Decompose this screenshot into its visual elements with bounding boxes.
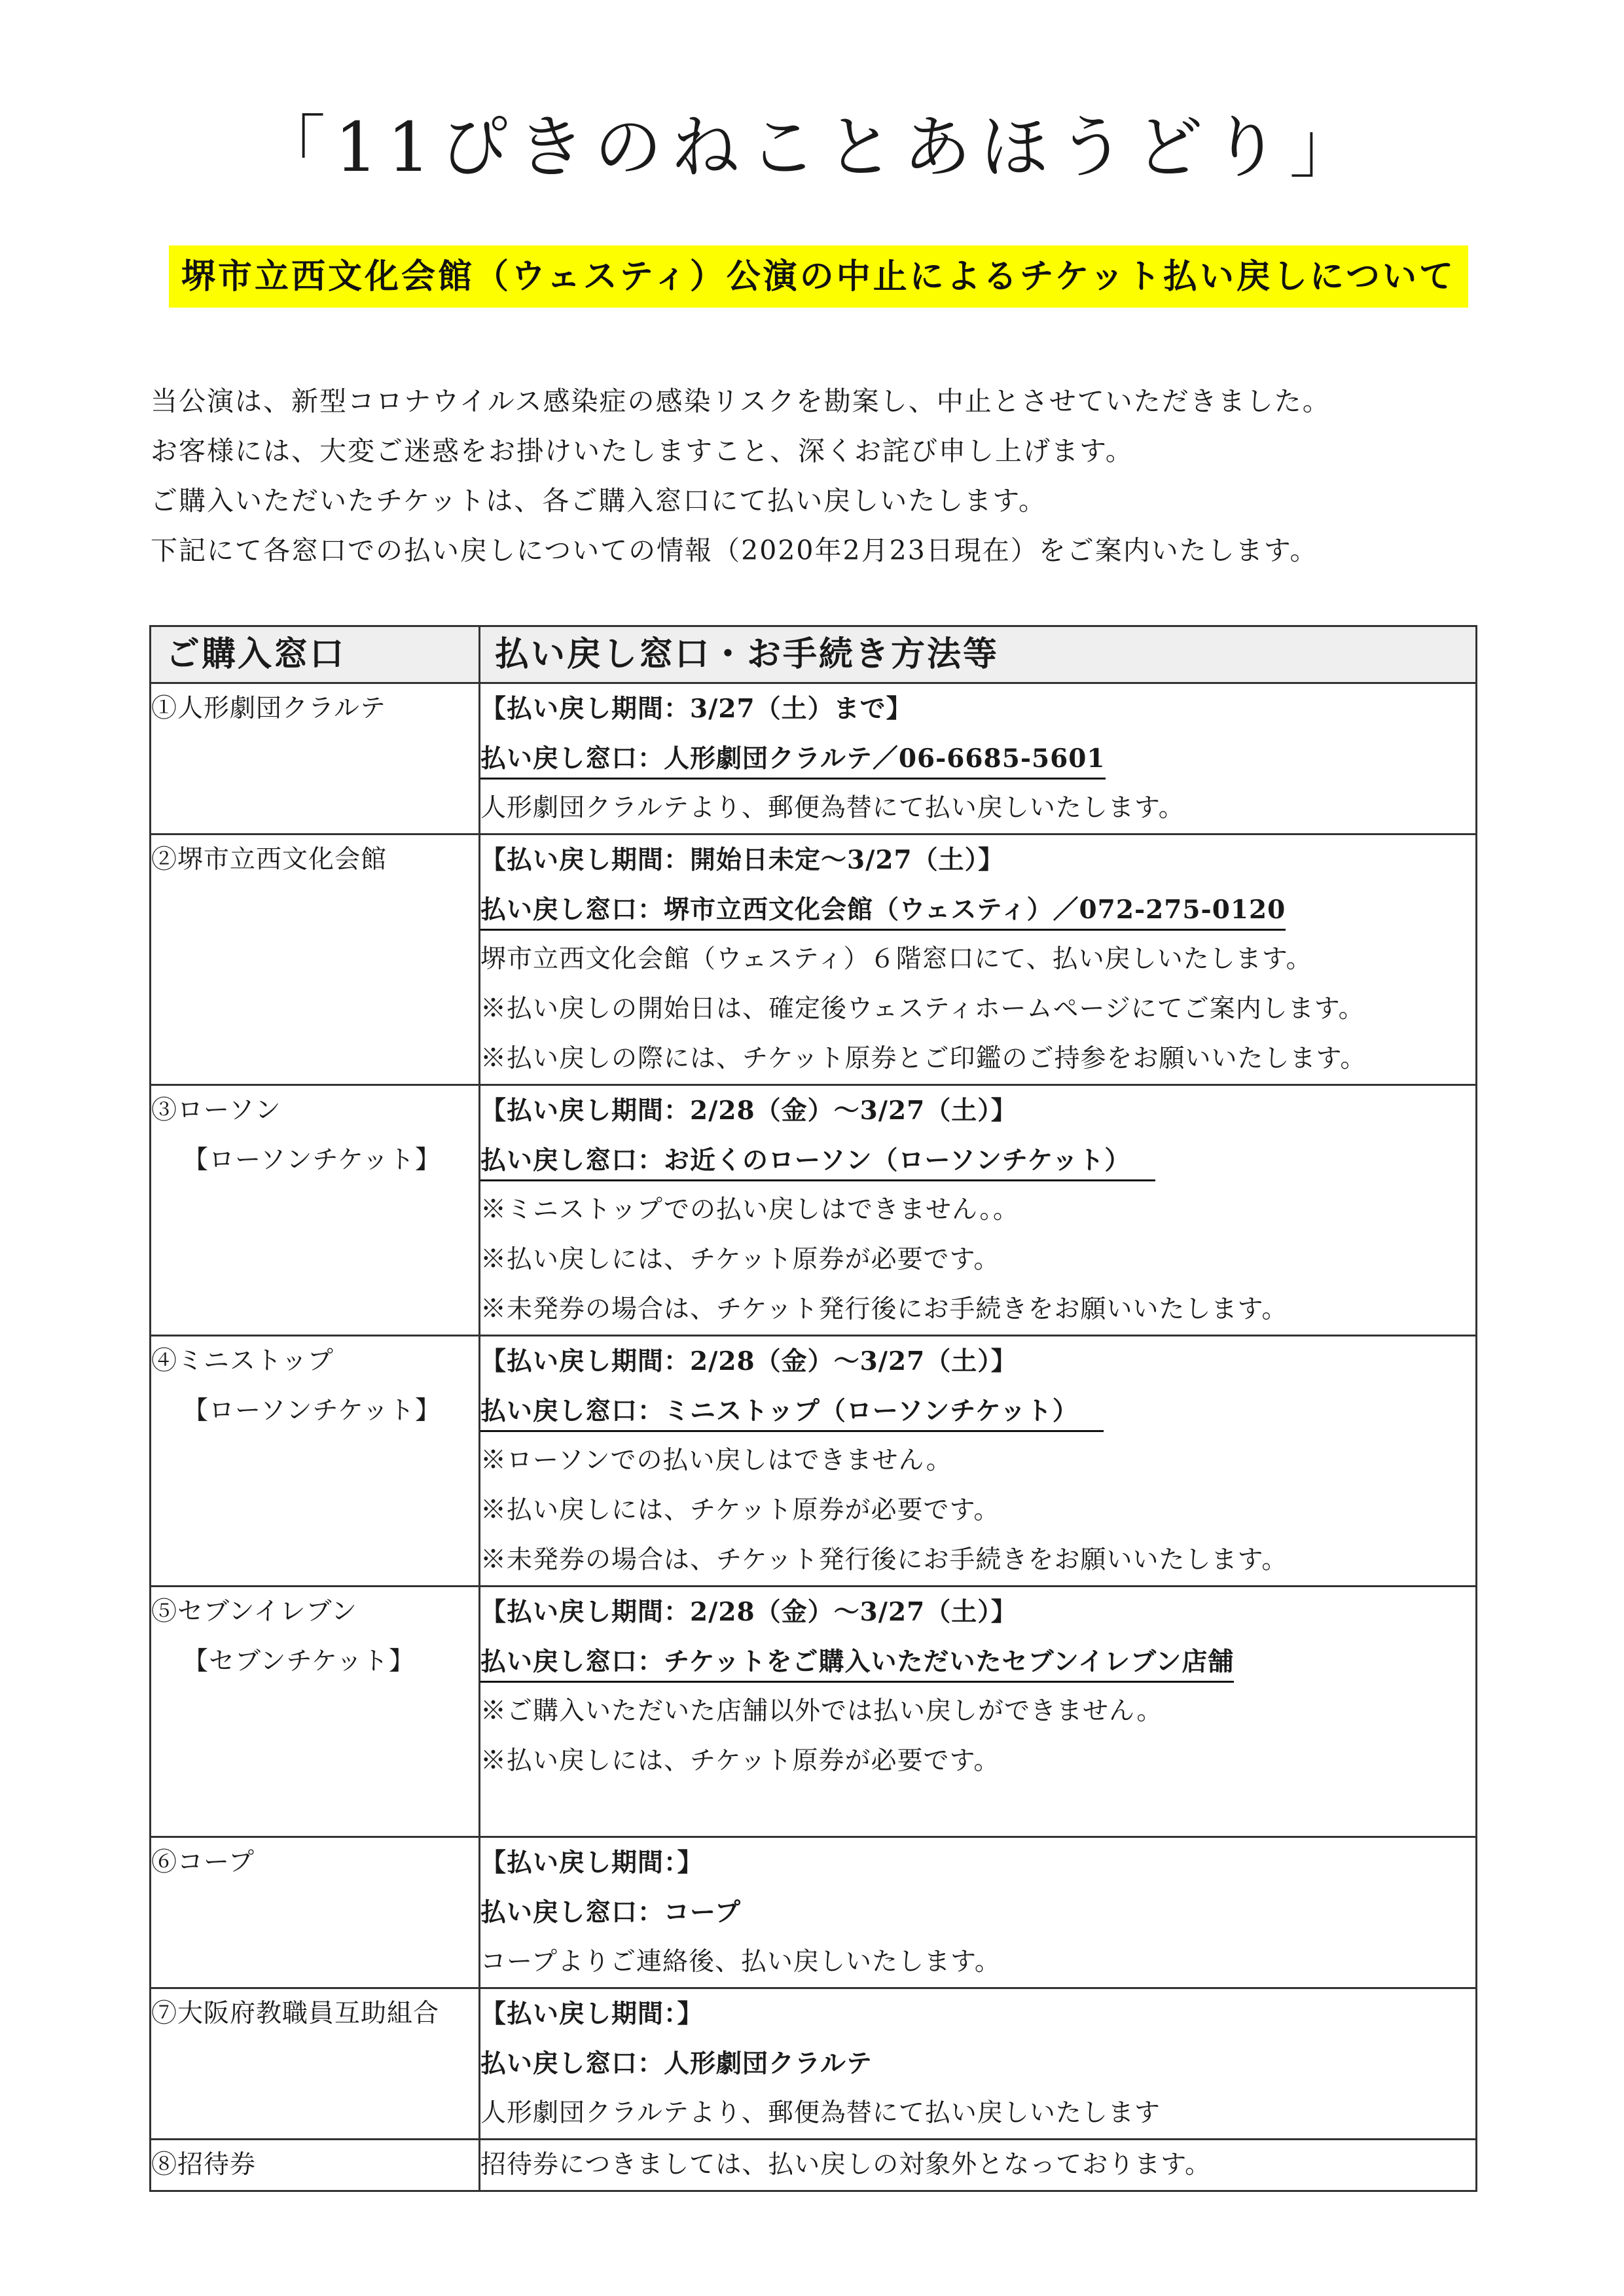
- subtitle-highlight: [169, 245, 1468, 308]
- vendor-cell: [151, 1587, 480, 1837]
- page-title: 「11ぴきのねことあほうどり」: [257, 107, 1367, 187]
- vendor-cell: [151, 1988, 480, 2140]
- refund-period: 【払い戻し期間：】: [480, 1848, 704, 1878]
- vendor-name: ①人形劇団クラルテ: [151, 694, 386, 723]
- refund-window: 払い戻し窓口：人形劇団クラルテ／06-6685-5601: [480, 734, 1475, 783]
- intro-paragraph: [151, 376, 1492, 575]
- detail-cell: [480, 683, 1477, 834]
- vendor-cell: [151, 683, 480, 834]
- refund-note: ※払い戻しには、チケット原券が必要です。: [480, 1746, 1000, 1776]
- refund-note: 人形劇団クラルテより、郵便為替にて払い戻しいたします。: [480, 793, 1185, 823]
- detail-cell: [480, 1336, 1477, 1587]
- table-row: [151, 683, 1477, 834]
- refund-note: ※払い戻しの開始日は、確定後ウェスティホームページにてご案内します。: [480, 994, 1365, 1024]
- refund-period: 【払い戻し期間：2/28（金）～3/27（土）】: [480, 1346, 1017, 1376]
- refund-period: 【払い戻し期間：2/28（金）～3/27（土）】: [480, 1597, 1017, 1627]
- table-row: [151, 1336, 1477, 1587]
- intro-line: お客様には、大変ご迷惑をお掛けいたしますこと、深くお詫び申し上げます。: [151, 435, 1134, 467]
- table-row: [151, 1085, 1477, 1336]
- refund-note: ※払い戻しには、チケット原券が必要です。: [480, 1496, 1000, 1525]
- refund-window: 払い戻し窓口：チケットをご購入いただいたセブンイレブン店舗: [480, 1637, 1475, 1687]
- refund-window: 払い戻し窓口：人形劇団クラルテ: [480, 2049, 873, 2079]
- intro-line: 当公演は、新型コロナウイルス感染症の感染リスクを勘案し、中止とさせていただきました。: [151, 386, 1331, 417]
- vendor-name: ④ミニストップ: [151, 1346, 334, 1376]
- refund-note: ※払い戻しの際には、チケット原券とご印鑑のご持参をお願いいたします。: [480, 1044, 1367, 1073]
- refund-note: ※未発券の場合は、チケット発行後にお手続きをお願いいたします。: [480, 1545, 1288, 1575]
- refund-note: ※ローソンでの払い戻しはできません。: [480, 1446, 952, 1475]
- detail-cell: [480, 1988, 1477, 2140]
- vendor-subname: 【セブンチケット】: [183, 1647, 415, 1676]
- detail-cell: [480, 1085, 1477, 1336]
- refund-note: 招待券につきましては、払い戻しの対象外となっております。: [480, 2150, 1212, 2179]
- refund-note: ※ミニストップでの払い戻しはできません。。: [480, 1195, 1019, 1225]
- refund-note: ※未発券の場合は、チケット発行後にお手続きをお願いいたします。: [480, 1295, 1288, 1324]
- refund-period: 【払い戻し期間：2/28（金）～3/27（土）】: [480, 1096, 1017, 1126]
- vendor-name: ⑧招待券: [151, 2150, 257, 2179]
- detail-cell: [480, 2140, 1477, 2191]
- vendor-cell: [151, 2140, 480, 2191]
- refund-table: [149, 625, 1477, 2192]
- refund-period: 【払い戻し期間：3/27（土）まで】: [480, 694, 912, 724]
- refund-note: ※払い戻しには、チケット原券が必要です。: [480, 1245, 1000, 1274]
- refund-note: ※ご購入いただいた店舗以外では払い戻しができません。: [480, 1696, 1163, 1726]
- refund-period: 【払い戻し期間：】: [480, 1999, 704, 2029]
- refund-note: 堺市立西文化会館（ウェスティ）６階窓口にて、払い戻しいたします。: [480, 944, 1312, 974]
- table-row: [151, 1587, 1477, 1837]
- detail-cell: [480, 1837, 1477, 1988]
- table-row: [151, 834, 1477, 1085]
- vendor-name: ③ローソン: [151, 1096, 281, 1125]
- vendor-name: ②堺市立西文化会館: [151, 845, 388, 874]
- intro-line: 下記にて各窓口での払い戻しについての情報（2020年2月23日現在）をご案内いたします。: [151, 535, 1318, 566]
- vendor-cell: [151, 1837, 480, 1988]
- header-vendor: ご購入窓口: [151, 626, 480, 683]
- table-row: [151, 2140, 1477, 2191]
- table-header-row: [151, 626, 1477, 683]
- refund-window: 払い戻し窓口：堺市立西文化会館（ウェスティ）／072-275-0120: [480, 885, 1475, 935]
- refund-period: 【払い戻し期間：開始日未定～3/27（土）】: [480, 845, 1005, 875]
- refund-note: 人形劇団クラルテより、郵便為替にて払い戻しいたします: [480, 2098, 1161, 2128]
- detail-cell: [480, 834, 1477, 1085]
- header-detail: 払い戻し窓口・お手続き方法等: [480, 626, 1477, 683]
- intro-line: ご購入いただいたチケットは、各ご購入窓口にて払い戻しいたします。: [151, 485, 1047, 516]
- refund-note: コープよりご連絡後、払い戻しいたします。: [480, 1947, 1001, 1977]
- table-row: [151, 1988, 1477, 2140]
- vendor-cell: [151, 1085, 480, 1336]
- refund-window: 払い戻し窓口：お近くのローソン（ローソンチケット）: [480, 1136, 1475, 1185]
- refund-window: 払い戻し窓口：ミニストップ（ローソンチケット）: [480, 1386, 1475, 1436]
- refund-window: 払い戻し窓口：コープ: [480, 1897, 742, 1928]
- vendor-name: ⑤セブンイレブン: [151, 1597, 357, 1626]
- vendor-subname: 【ローソンチケット】: [183, 1396, 441, 1426]
- vendor-name: ⑦大阪府教職員互助組合: [151, 1999, 440, 2028]
- refund-note: [480, 1786, 1475, 1836]
- vendor-name: ⑥コープ: [151, 1848, 255, 1877]
- detail-cell: [480, 1587, 1477, 1837]
- vendor-cell: [151, 1336, 480, 1587]
- table-row: [151, 1837, 1477, 1988]
- subtitle: 堺市立西文化会館（ウェスティ）公演の中止によるチケット払い戻しについて: [181, 257, 1456, 296]
- vendor-cell: [151, 834, 480, 1085]
- vendor-subname: 【ローソンチケット】: [183, 1145, 441, 1175]
